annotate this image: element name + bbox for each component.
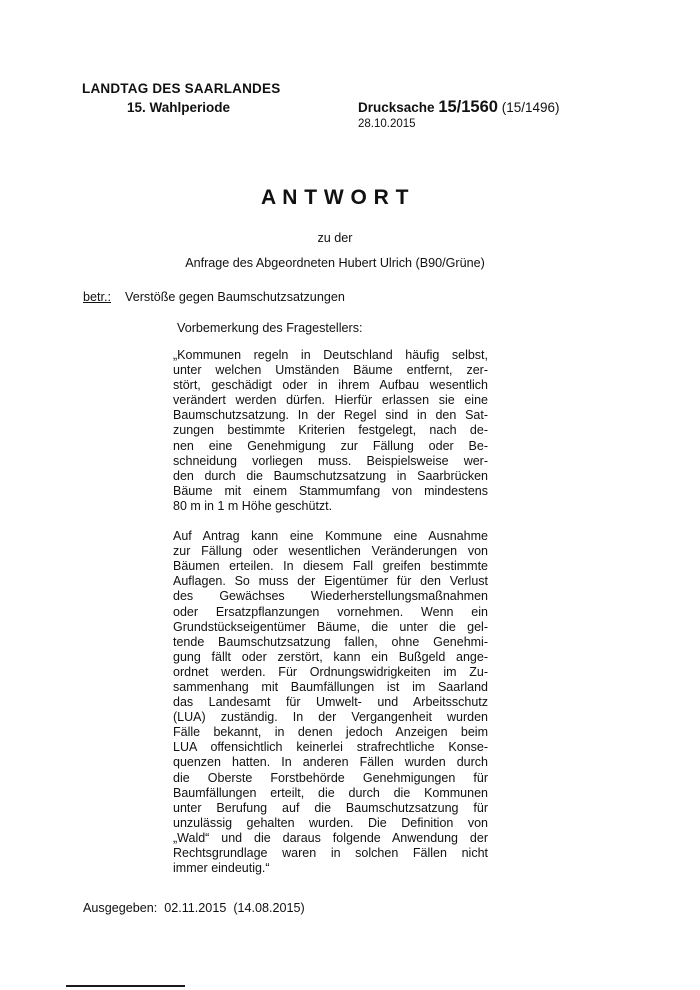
publication-date: 28.10.2015 xyxy=(358,118,416,130)
quote-line: quenzen hatten. In anderen Fällen wurden durch xyxy=(173,755,488,770)
quote-line: Bäumen erteilen. In diesem Fall greifen bestimmte xyxy=(173,559,488,574)
quote-line: unter Berufung auf die Baumschutzsatzung für xyxy=(173,800,488,815)
quote-line: Fälle bekannt, in denen jedoch Anzeigen beim xyxy=(173,725,488,740)
drucksache-label: Drucksache xyxy=(358,100,435,115)
preliminary-note-heading: Vorbemerkung des Fragestellers: xyxy=(177,321,363,335)
quote-line: des Gewächses Wiederherstellungsmaßnahmen xyxy=(173,589,488,604)
quote-line: tende Baumschutzsatzung fallen, ohne Genehmi- xyxy=(173,634,488,649)
quote-paragraph xyxy=(173,529,488,876)
quote-line: (LUA) zuständig. In der Vergangenheit wurden xyxy=(173,710,488,725)
document-subtitle: zu der xyxy=(317,231,353,245)
quote-line: ordnet werden. Für Ordnungswidrigkeiten im Zu- xyxy=(173,664,488,679)
quote-line: die Oberste Forstbehörde Genehmigungen für xyxy=(173,770,488,785)
document-title: A N T W O R T xyxy=(260,186,410,209)
legislative-period: 15. Wahlperiode xyxy=(127,100,231,115)
issue-date-line: Ausgegeben: 02.11.2015 (14.08.2015) xyxy=(83,901,305,915)
drucksache-line xyxy=(358,98,560,117)
quote-line: gung fällt oder zerstört, kann ein Bußgeld ange- xyxy=(173,649,488,664)
quote-line: das Landesamt für Umwelt- und Arbeitsschutz xyxy=(173,695,488,710)
issuer-title: LANDTAG DES SAARLANDES xyxy=(82,81,281,96)
footer-rule xyxy=(66,985,185,987)
quote-line: unter welchen Umständen Bäume entfernt, zer- xyxy=(173,363,488,378)
drucksache-number: 15/1560 xyxy=(438,98,498,116)
quote-line: immer eindeutig.“ xyxy=(173,861,270,876)
quote-line: schneidung vorliegen muss. Beispielsweise wer- xyxy=(173,453,488,468)
quote-line: zungen bestimmte Kriterien festgelegt, nach de- xyxy=(173,423,488,438)
quote-paragraph xyxy=(173,348,488,514)
subject-text: Verstöße gegen Baumschutzsatzungen xyxy=(125,290,345,304)
quote-line: „Kommunen regeln in Deutschland häufig selbst, xyxy=(173,348,488,362)
quote-line: Bäume mit einem Stammumfang von mindestens xyxy=(173,483,488,498)
quote-line: 80 m in 1 m Höhe geschützt. xyxy=(173,498,333,513)
quote-line: Auf Antrag kann eine Kommune eine Ausnahme xyxy=(173,529,488,544)
quote-line: den durch die Baumschutzsatzung in Saarbrücken xyxy=(173,468,488,483)
quote-line: Grundstückseigentümer Bäume, die unter die gel- xyxy=(173,619,488,634)
reference-number: (15/1496) xyxy=(501,100,560,115)
quote-line: Rechtsgrundlage waren in solchen Fällen nicht xyxy=(173,846,488,860)
quote-line: verändert werden dürfen. Hierfür erlassen sie eine xyxy=(173,393,488,408)
quote-line: Baumfällungen erteilt, die durch die Kommunen xyxy=(173,785,488,800)
subject-label: betr.: xyxy=(83,290,112,304)
quote-line: unzulässig gehalten wurden. Die Definition von xyxy=(173,815,488,830)
quote-line: LUA offensichtlich keinerlei strafrechtliche Konse- xyxy=(173,740,488,755)
inquiry-source: Anfrage des Abgeordneten Hubert Ulrich (B90/Grüne) xyxy=(185,256,485,270)
quote-line: stört, geschädigt oder in ihrem Aufbau wesentlich xyxy=(173,378,488,393)
quote-line: oder Ersatzpflanzungen vornehmen. Wenn ein xyxy=(173,604,488,619)
quote-line: nen eine Genehmigung zur Fällung oder Be- xyxy=(173,438,488,453)
quote-line: zur Fällung oder wesentlichen Veränderungen von xyxy=(173,544,488,559)
quote-line: „Wald“ und die daraus folgende Anwendung der xyxy=(173,830,488,845)
quote-paragraphs xyxy=(173,348,488,876)
quote-line: Auflagen. So muss der Eigentümer für den Verlust xyxy=(173,574,488,589)
quote-line: sammenhang mit Baumfällungen ist im Saarland xyxy=(173,679,488,694)
quote-line: Baumschutzsatzung. In der Regel sind in den Sat- xyxy=(173,408,488,423)
